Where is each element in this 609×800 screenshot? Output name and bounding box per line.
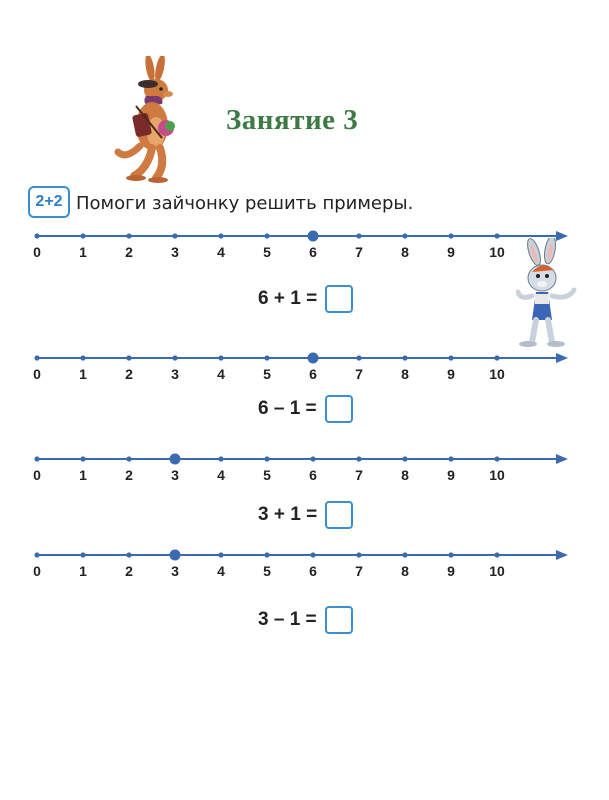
equation-3 <box>258 500 353 530</box>
highlighted-point <box>170 550 181 561</box>
tick-label: 6 <box>309 467 317 483</box>
tick-point <box>402 355 407 360</box>
answer-box[interactable] <box>325 501 353 529</box>
tick-label: 3 <box>171 366 179 382</box>
tick-point <box>34 456 39 461</box>
tick-label: 1 <box>79 366 87 382</box>
tick-label: 2 <box>125 366 133 382</box>
tick-point <box>264 355 269 360</box>
tick-label: 8 <box>401 244 409 260</box>
axis-arrow <box>556 454 568 464</box>
axis-arrow <box>556 550 568 560</box>
tick-label: 4 <box>217 244 225 260</box>
tick-label: 3 <box>171 244 179 260</box>
tick-point <box>448 552 453 557</box>
highlighted-point <box>308 231 319 242</box>
tick-point <box>218 552 223 557</box>
number-line-3 <box>0 451 609 491</box>
tick-point <box>126 552 131 557</box>
tick-point <box>448 456 453 461</box>
tick-label: 2 <box>125 244 133 260</box>
tick-label: 9 <box>447 563 455 579</box>
answer-box[interactable] <box>325 395 353 423</box>
tick-label: 2 <box>125 467 133 483</box>
tick-point <box>448 355 453 360</box>
tick-label: 0 <box>33 366 41 382</box>
tick-point <box>80 355 85 360</box>
tick-label: 9 <box>447 244 455 260</box>
number-line-labels <box>0 563 609 583</box>
tick-point <box>494 233 499 238</box>
tick-label: 3 <box>171 563 179 579</box>
tick-label: 8 <box>401 366 409 382</box>
number-line-labels <box>0 467 609 487</box>
axis-arrow <box>556 231 568 241</box>
tick-point <box>264 552 269 557</box>
task-math-icon <box>28 186 70 218</box>
tick-point <box>402 233 407 238</box>
tick-label: 5 <box>263 244 271 260</box>
number-line-4 <box>0 547 609 587</box>
equation-text: 3 + 1 = <box>258 504 318 525</box>
tick-point <box>310 456 315 461</box>
tick-point <box>218 233 223 238</box>
tick-point <box>34 233 39 238</box>
tick-point <box>126 355 131 360</box>
task-instruction: Помоги зайчонку решить примеры. <box>76 193 414 214</box>
answer-box[interactable] <box>325 285 353 313</box>
tick-point <box>126 233 131 238</box>
tick-point <box>34 552 39 557</box>
tick-point <box>80 552 85 557</box>
tick-label: 6 <box>309 366 317 382</box>
equation-2 <box>258 394 353 424</box>
tick-label: 2 <box>125 563 133 579</box>
tick-point <box>448 233 453 238</box>
tick-label: 7 <box>355 563 363 579</box>
tick-label: 5 <box>263 366 271 382</box>
highlighted-point <box>170 454 181 465</box>
tick-label: 8 <box>401 467 409 483</box>
tick-label: 5 <box>263 467 271 483</box>
equation-text: 6 + 1 = <box>258 288 318 309</box>
tick-point <box>264 233 269 238</box>
tick-point <box>218 456 223 461</box>
tick-point <box>310 552 315 557</box>
tick-label: 1 <box>79 467 87 483</box>
tick-point <box>356 552 361 557</box>
number-line-labels <box>0 244 609 264</box>
tick-label: 10 <box>489 244 505 260</box>
number-line-2 <box>0 350 609 390</box>
tick-label: 10 <box>489 467 505 483</box>
tick-label: 4 <box>217 366 225 382</box>
tick-point <box>356 233 361 238</box>
tick-point <box>356 355 361 360</box>
task-icon-text: 2+2 <box>35 193 63 210</box>
tick-label: 7 <box>355 366 363 382</box>
tick-point <box>356 456 361 461</box>
tick-point <box>172 233 177 238</box>
number-line-1 <box>0 228 609 268</box>
tick-label: 9 <box>447 366 455 382</box>
tick-label: 0 <box>33 467 41 483</box>
tick-label: 9 <box>447 467 455 483</box>
tick-label: 4 <box>217 467 225 483</box>
equation-1 <box>258 284 353 314</box>
tick-label: 10 <box>489 563 505 579</box>
tick-label: 5 <box>263 563 271 579</box>
equation-text: 3 – 1 = <box>258 609 317 630</box>
tick-label: 3 <box>171 467 179 483</box>
tick-point <box>80 233 85 238</box>
number-line-labels <box>0 366 609 386</box>
tick-label: 4 <box>217 563 225 579</box>
tick-label: 1 <box>79 563 87 579</box>
tick-point <box>402 456 407 461</box>
tick-label: 6 <box>309 563 317 579</box>
tick-point <box>172 355 177 360</box>
tick-point <box>402 552 407 557</box>
tick-label: 0 <box>33 563 41 579</box>
tick-label: 10 <box>489 366 505 382</box>
highlighted-point <box>308 353 319 364</box>
tick-label: 0 <box>33 244 41 260</box>
tick-point <box>126 456 131 461</box>
equation-text: 6 – 1 = <box>258 398 317 419</box>
equation-4 <box>258 605 353 635</box>
tick-point <box>494 456 499 461</box>
lesson-title: Занятие 3 <box>226 104 359 136</box>
tick-label: 1 <box>79 244 87 260</box>
axis-arrow <box>556 353 568 363</box>
tick-label: 7 <box>355 467 363 483</box>
tick-point <box>80 456 85 461</box>
answer-box[interactable] <box>325 606 353 634</box>
tick-label: 7 <box>355 244 363 260</box>
tick-point <box>34 355 39 360</box>
tick-label: 6 <box>309 244 317 260</box>
tick-point <box>218 355 223 360</box>
tick-point <box>494 355 499 360</box>
kangaroo-icon <box>112 56 194 184</box>
tick-point <box>264 456 269 461</box>
tick-point <box>494 552 499 557</box>
tick-label: 8 <box>401 563 409 579</box>
